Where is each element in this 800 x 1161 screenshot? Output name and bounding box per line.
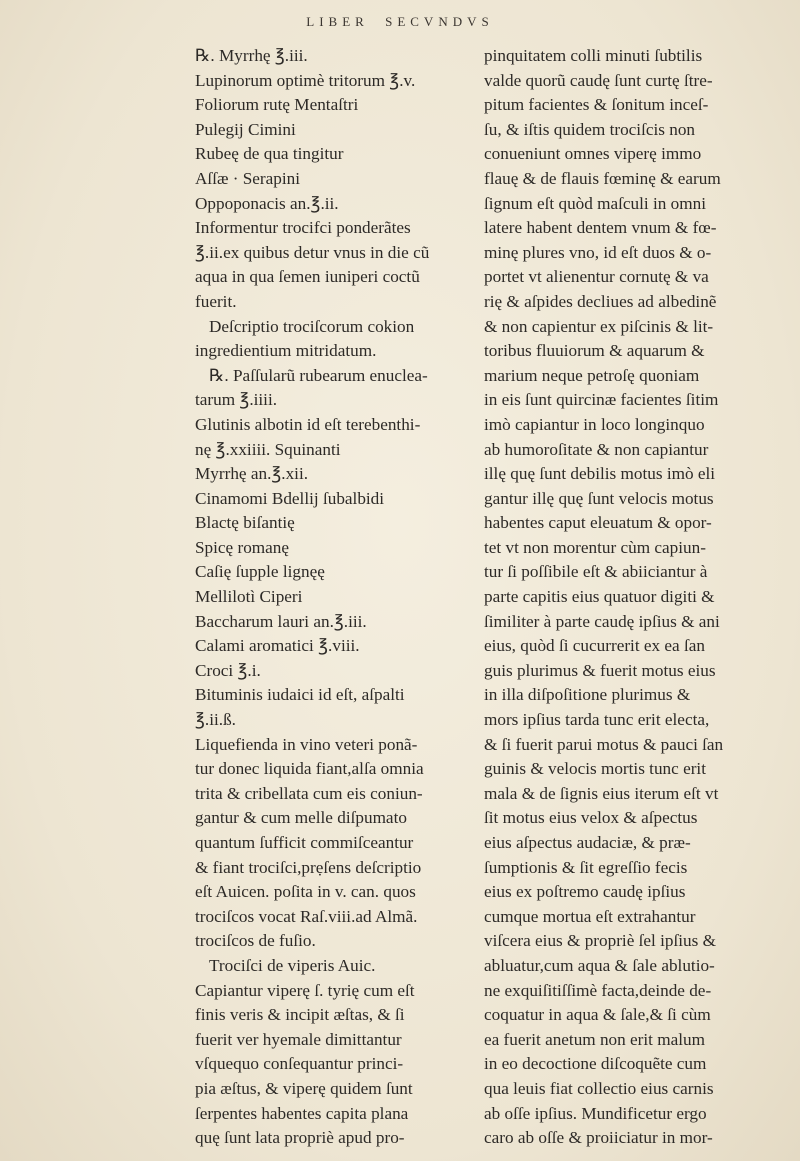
- text-line: [484, 585, 789, 610]
- text-line: [484, 487, 789, 512]
- text-line: [195, 880, 485, 905]
- text-line: [484, 339, 789, 364]
- text-line: [484, 610, 789, 635]
- text-line-inner: conueniunt omnes viperę immo: [484, 144, 702, 164]
- text-line: [484, 757, 789, 782]
- text-line-inner: pitum facientes & ſonitum inceſ-: [484, 95, 709, 115]
- text-line-inner: caro ab oſſe & proiiciatur in mor-: [484, 1128, 713, 1148]
- left-text-column: [195, 44, 485, 1151]
- text-line-inner: ℥.ii.ß.: [195, 710, 236, 730]
- text-line-inner: Caſię ſupple lignęę: [195, 562, 325, 582]
- text-line-inner: viſcera eius & propriè ſel ipſius &: [484, 931, 716, 951]
- text-line-inner: guinis & velocis mortis tunc erit: [484, 759, 706, 779]
- text-line-inner: habentes caput eleuatum & opor-: [484, 513, 712, 533]
- text-line-inner: flauę & de flauis fœminę & earum: [484, 168, 721, 188]
- text-line: [484, 979, 789, 1004]
- text-line: [195, 44, 485, 69]
- text-line-inner: Spicę romanę: [195, 537, 290, 557]
- text-line: [195, 511, 485, 536]
- text-line-inner: ℥.ii.ex quibus detur vnus in die cũ: [195, 242, 430, 262]
- text-line: [195, 782, 485, 807]
- text-line-inner: eſt Auicen. poſita in v. can. quos: [195, 882, 416, 902]
- text-line-inner: qua leuis fiat collectio eius carnis: [484, 1078, 714, 1098]
- text-line: [195, 1003, 485, 1028]
- text-line: [484, 388, 789, 413]
- text-line-inner: Aſſæ · Serapini: [195, 168, 301, 188]
- text-line-inner: pinquitatem colli minuti ſubtilis: [484, 46, 703, 65]
- text-line-inner: pia æſtus, & viperę quidem ſunt: [195, 1078, 413, 1098]
- text-line: [195, 1028, 485, 1053]
- text-line: [195, 192, 485, 217]
- text-line: [484, 69, 789, 94]
- text-line: [484, 1052, 789, 1077]
- text-line: [484, 708, 789, 733]
- text-line-inner: ℞. Myrrhę ℥.iii.: [195, 46, 308, 65]
- text-line: [195, 438, 485, 463]
- text-line-inner: tur ſi poſſibile eſt & abiiciantur à: [484, 562, 708, 582]
- text-line: [484, 167, 789, 192]
- text-line: [195, 954, 485, 979]
- text-line-inner: parte capitis eius quatuor digiti &: [484, 587, 715, 607]
- text-line-inner: eius ex poſtremo caudę ipſius: [484, 882, 686, 902]
- text-line: [195, 585, 485, 610]
- text-line-inner: & fiant trociſci,prẹſens deſcriptio: [195, 857, 422, 877]
- text-line-inner: tarum ℥.iiii.: [195, 390, 278, 410]
- text-line: [484, 659, 789, 684]
- text-line: [195, 241, 485, 266]
- text-line-inner: minę plures vno, id eſt duos & o-: [484, 242, 712, 262]
- text-line: [484, 831, 789, 856]
- text-line: [484, 413, 789, 438]
- text-line-inner: Bituminis iudaici id eſt, aſpalti: [195, 685, 405, 705]
- text-line: [484, 1126, 789, 1151]
- text-line-inner: ſimiliter à parte caudę ipſius & ani: [484, 611, 720, 631]
- text-line: [195, 610, 485, 635]
- text-line: [195, 364, 485, 389]
- text-line: [484, 560, 789, 585]
- text-line: [195, 487, 485, 512]
- running-header-left: LIBER: [306, 14, 369, 29]
- text-line: [195, 634, 485, 659]
- text-line-inner: in illa diſpoſitione plurimus &: [484, 685, 691, 705]
- text-line-inner: tur donec liquida fiant,alſa omnia: [195, 759, 424, 779]
- text-line: [484, 241, 789, 266]
- text-line-inner: eius aſpectus audaciæ, & præ-: [484, 833, 691, 852]
- text-line-inner: Liquefienda in vino veteri ponã-: [195, 734, 418, 754]
- text-line: [484, 1102, 789, 1127]
- text-line-inner: Deſcriptio trociſcorum cokion: [209, 316, 415, 336]
- text-line: [195, 265, 485, 290]
- text-line-inner: latere habent dentem vnum & fœ-: [484, 218, 717, 238]
- text-line-inner: & non capientur ex piſcinis & lit-: [484, 316, 714, 336]
- text-line: [484, 315, 789, 340]
- text-line: [484, 462, 789, 487]
- text-line: [484, 1077, 789, 1102]
- text-line-inner: Rubeę de qua tingitur: [195, 144, 344, 164]
- text-line-inner: ſignum eſt quòd maſculi in omni: [484, 193, 706, 213]
- text-line-inner: Oppoponacis an.℥.ii.: [195, 193, 339, 213]
- text-line-inner: finis veris & incipit æſtas, & ſi: [195, 1005, 405, 1025]
- text-line: [484, 364, 789, 389]
- text-line-inner: Calami aromatici ℥.viii.: [195, 636, 360, 656]
- text-line-inner: toribus fluuiorum & aquarum &: [484, 341, 705, 361]
- text-line: [484, 511, 789, 536]
- text-line-inner: gantur illę quę ſunt velocis motus: [484, 488, 714, 508]
- text-line-inner: cumque mortua eſt extrahantur: [484, 906, 696, 926]
- text-line: [195, 118, 485, 143]
- text-line: [195, 683, 485, 708]
- text-line: [484, 954, 789, 979]
- text-line: [195, 806, 485, 831]
- text-line: [195, 1052, 485, 1077]
- text-line-inner: Pulegij Cimini: [195, 119, 296, 139]
- text-line: [484, 142, 789, 167]
- text-line-inner: gantur & cum melle diſpumato: [195, 808, 407, 828]
- text-line-inner: imò capiantur in loco longinquo: [484, 414, 705, 434]
- text-line: [195, 315, 485, 340]
- text-line: [195, 1126, 485, 1151]
- text-line: [195, 831, 485, 856]
- text-line: [484, 216, 789, 241]
- text-line-inner: marium neque petroſę quoniam: [484, 365, 700, 385]
- text-line: [195, 659, 485, 684]
- text-line-inner: fuerit.: [195, 291, 237, 311]
- text-line-inner: Glutinis albotin id eſt terebenthi-: [195, 414, 421, 434]
- text-line: [484, 856, 789, 881]
- text-line: [484, 438, 789, 463]
- running-header: [0, 14, 800, 30]
- text-line: [195, 413, 485, 438]
- text-line-inner: ne exquiſitiſſimè facta,deinde de-: [484, 980, 712, 1000]
- text-line: [195, 142, 485, 167]
- text-line: [484, 634, 789, 659]
- text-line: [484, 905, 789, 930]
- text-line-inner: Cinamomi Bdellij ſubalbidi: [195, 488, 385, 508]
- text-line-inner: trita & cribellata cum eis coniun-: [195, 783, 423, 803]
- text-line-inner: abluatur,cum aqua & ſale ablutio-: [484, 955, 715, 975]
- text-line-inner: ea fuerit anetum non erit malum: [484, 1029, 705, 1049]
- text-line: [195, 757, 485, 782]
- text-line-inner: eius, quòd ſi cucurrerit ex ea ſan: [484, 636, 705, 656]
- text-line-inner: ſit motus eius velox & aſpectus: [484, 808, 698, 828]
- text-line-inner: rię & aſpides decliues ad albedinẽ: [484, 291, 717, 311]
- text-line: [195, 560, 485, 585]
- text-line: [484, 290, 789, 315]
- text-line: [195, 93, 485, 118]
- text-line: [484, 683, 789, 708]
- text-line-inner: in eis ſunt quircinæ facientes ſitim: [484, 390, 719, 410]
- text-line: [484, 93, 789, 118]
- text-line-inner: trociſcos vocat Raſ.viii.ad Almã.: [195, 906, 418, 926]
- running-header-right: SECVNDVS: [385, 14, 494, 29]
- text-line-inner: ℞. Paſſularũ rubearum enuclea-: [209, 365, 428, 385]
- text-line-inner: Baccharum lauri an.℥.iii.: [195, 611, 367, 631]
- text-line: [195, 979, 485, 1004]
- text-line: [484, 44, 789, 69]
- text-line-inner: trociſcos de fuſio.: [195, 931, 316, 951]
- text-line-inner: Croci ℥.i.: [195, 660, 261, 680]
- text-line: [484, 806, 789, 831]
- text-line-inner: Informentur trocifci ponderãtes: [195, 218, 411, 238]
- text-line: [484, 265, 789, 290]
- text-line: [484, 1003, 789, 1028]
- text-line: [195, 1077, 485, 1102]
- text-line-inner: ſu, & iſtis quidem trociſcis non: [484, 119, 696, 139]
- text-line-inner: vſquequo conſequantur princi-: [195, 1054, 404, 1074]
- text-line-inner: tet vt non morentur cùm capiun-: [484, 537, 706, 557]
- text-line: [195, 1102, 485, 1127]
- text-line-inner: ingredientium mitridatum.: [195, 341, 377, 361]
- text-line-inner: nę ℥.xxiiii. Squinanti: [195, 439, 341, 459]
- text-line: [195, 339, 485, 364]
- text-line-inner: fuerit ver hyemale dimittantur: [195, 1029, 402, 1049]
- text-line-inner: ſerpentes habentes capita plana: [195, 1103, 409, 1123]
- text-line: [195, 733, 485, 758]
- text-line-inner: guis plurimus & fuerit motus eius: [484, 660, 716, 680]
- text-line: [484, 1028, 789, 1053]
- text-line-inner: illę quę ſunt debilis motus imò eli: [484, 464, 716, 484]
- text-line-inner: mors ipſius tarda tunc erit electa,: [484, 710, 710, 730]
- text-line-inner: Foliorum rutę Mentaſtri: [195, 95, 359, 115]
- text-line-inner: quantum ſufficit commiſceantur: [195, 833, 414, 852]
- text-line-inner: valde quorũ caudę ſunt curtę ſtre-: [484, 70, 713, 90]
- text-line-inner: & ſi fuerit parui motus & pauci ſan: [484, 734, 724, 754]
- text-line-inner: Capiantur viperę ſ. tyrię cum eſt: [195, 980, 415, 1000]
- text-line: [195, 388, 485, 413]
- text-line: [195, 905, 485, 930]
- text-line-inner: in eo decoctione diſcoquẽte cum: [484, 1054, 707, 1074]
- text-line: [195, 856, 485, 881]
- text-line: [195, 929, 485, 954]
- text-line-inner: coquatur in aqua & ſale,& ſi cùm: [484, 1005, 711, 1025]
- text-line-inner: Mellilotì Ciperi: [195, 587, 303, 607]
- text-line: [484, 782, 789, 807]
- text-line: [484, 118, 789, 143]
- text-line: [484, 880, 789, 905]
- text-line: [195, 290, 485, 315]
- text-line: [484, 733, 789, 758]
- text-line: [195, 167, 485, 192]
- text-line-inner: Blactę biſantię: [195, 513, 295, 533]
- text-line-inner: portet vt alienentur cornutę & va: [484, 267, 709, 287]
- text-line: [195, 536, 485, 561]
- text-line-inner: ſumptionis & ſit egreſſio fecis: [484, 857, 688, 877]
- text-line: [195, 69, 485, 94]
- text-line: [195, 462, 485, 487]
- text-line-inner: Trociſci de viperis Auic.: [209, 955, 376, 975]
- right-text-column: [484, 44, 789, 1151]
- text-line-inner: aqua in qua ſemen iuniperi coctũ: [195, 267, 420, 287]
- text-line: [484, 929, 789, 954]
- text-line: [195, 708, 485, 733]
- text-line: [484, 536, 789, 561]
- text-line: [195, 216, 485, 241]
- text-line-inner: ab humoroſitate & non capiantur: [484, 439, 709, 459]
- text-line-inner: Lupinorum optimè tritorum ℥.v.: [195, 70, 416, 90]
- text-line-inner: ab oſſe ipſius. Mundificetur ergo: [484, 1103, 707, 1123]
- text-line-inner: mala & de ſignis eius iterum eſt vt: [484, 783, 719, 803]
- text-line-inner: Myrrhę an.℥.xii.: [195, 464, 309, 484]
- text-line-inner: quę ſunt lata propriè apud pro-: [195, 1128, 405, 1148]
- text-line: [484, 192, 789, 217]
